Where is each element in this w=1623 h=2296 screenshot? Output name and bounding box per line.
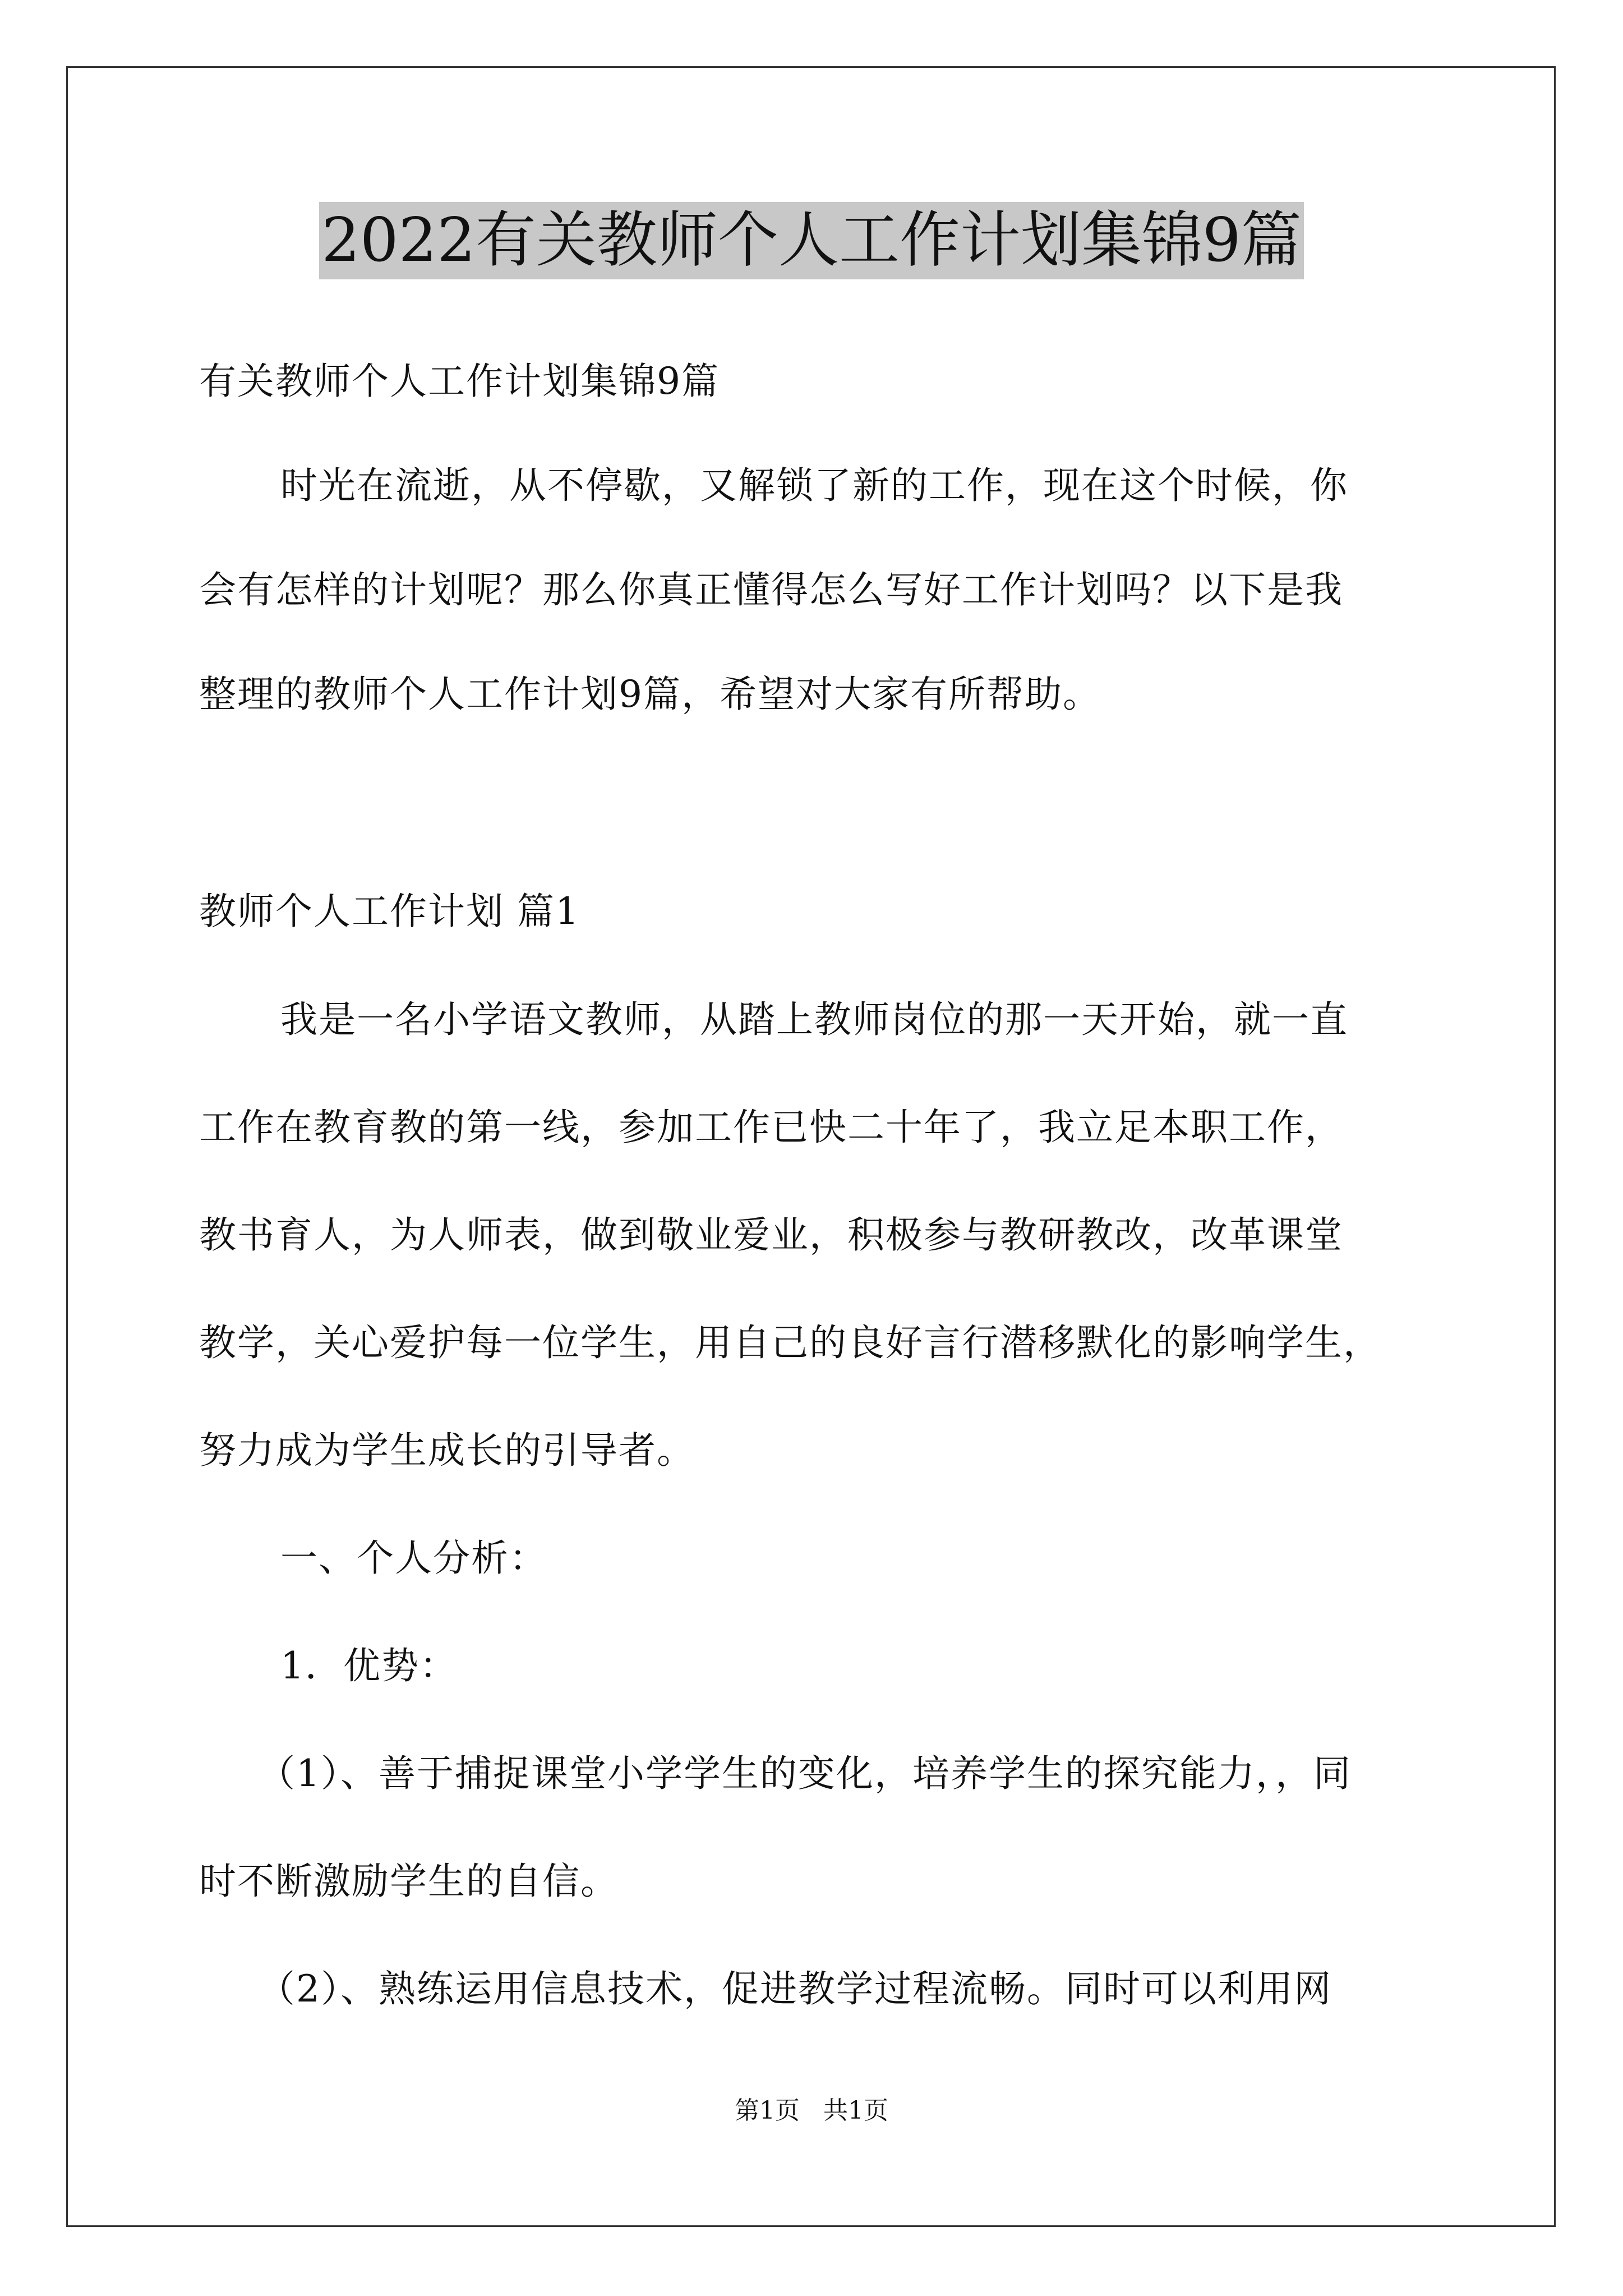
paragraph-line: 时不断激励学生的自信。 xyxy=(199,1860,619,1903)
page-footer: 第1页 共1页 xyxy=(735,2096,888,2125)
paragraph-line: 教学，关心爱护每一位学生，用自己的良好言行潜移默化的影响学生， xyxy=(199,1321,1381,1364)
document-title: 2022有关教师个人工作计划集锦9篇 xyxy=(319,202,1304,279)
paragraph-line: 时光在流逝，从不停歇，又解锁了新的工作，现在这个时候，你 xyxy=(280,464,1348,507)
document-subtitle: 有关教师个人工作计划集锦9篇 xyxy=(199,360,720,403)
paragraph-line: 整理的教师个人工作计划9篇，希望对大家有所帮助。 xyxy=(199,673,1101,716)
paragraph-line: 教书育人，为人师表，做到敬业爱业，积极参与教研教改，改革课堂 xyxy=(199,1213,1343,1257)
section-heading: 教师个人工作计划 篇1 xyxy=(199,890,580,933)
paragraph-line: 努力成为学生成长的引导者。 xyxy=(199,1429,695,1472)
paragraph-line: 我是一名小学语文教师，从踏上教师岗位的那一天开始，就一直 xyxy=(280,998,1348,1041)
paragraph-line: （2）、熟练运用信息技术，促进教学过程流畅。同时可以利用网 xyxy=(258,1967,1332,2010)
subsection-heading: 一、个人分析： xyxy=(280,1536,547,1580)
paragraph-line: （1）、善于捕捉课堂小学学生的变化，培养学生的探究能力，，同 xyxy=(258,1752,1352,1795)
subsection-heading: 1．优势： xyxy=(280,1644,458,1687)
paragraph-line: 工作在教育教的第一线，参加工作已快二十年了，我立足本职工作， xyxy=(199,1106,1343,1149)
title-wrap xyxy=(0,202,1623,279)
paragraph-line: 会有怎样的计划呢？那么你真正懂得怎么写好工作计划吗？以下是我 xyxy=(199,568,1343,611)
